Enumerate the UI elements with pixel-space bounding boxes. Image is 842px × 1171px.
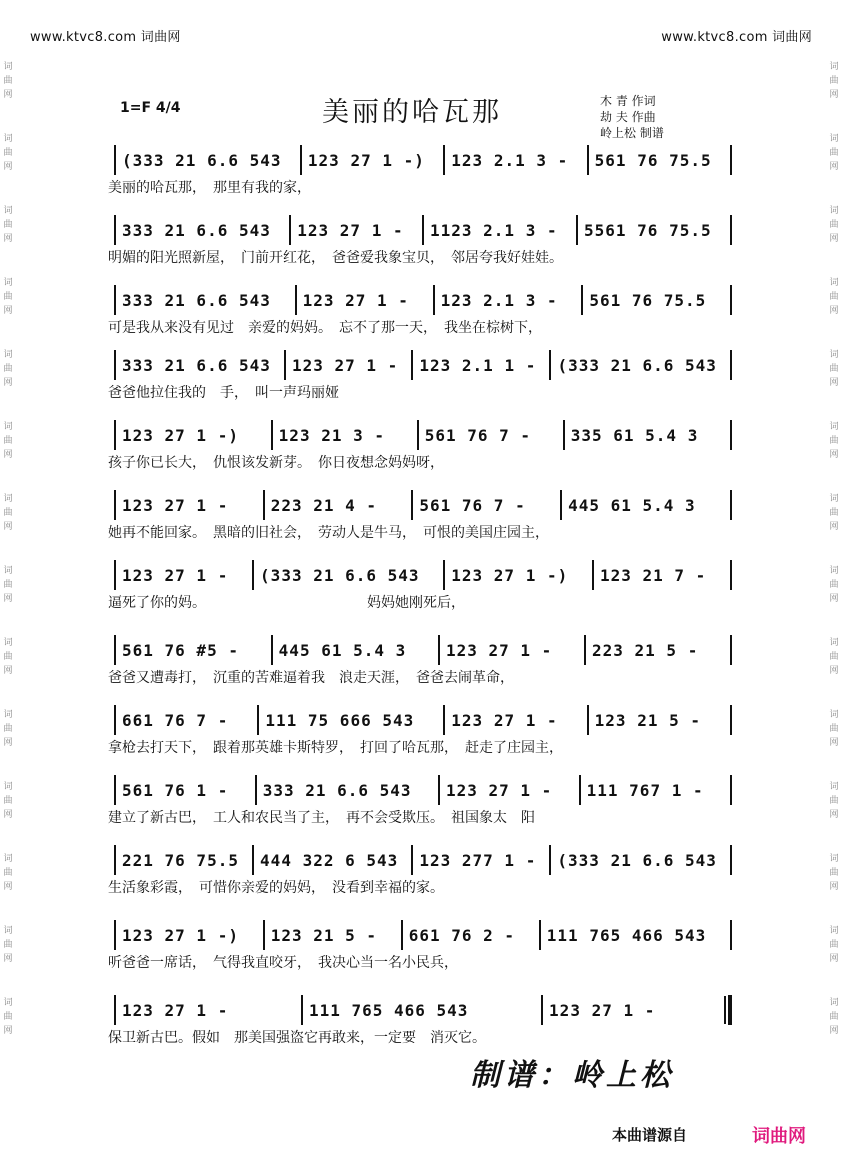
barline bbox=[592, 560, 594, 590]
side-watermark-text: 词曲网 bbox=[3, 998, 13, 1036]
measure: 123 21 7 - bbox=[599, 565, 707, 585]
barline bbox=[730, 705, 732, 735]
measure: 123 2.1 3 - bbox=[440, 290, 558, 310]
barline bbox=[401, 920, 403, 950]
score-line bbox=[108, 920, 738, 972]
measure: 123 27 1 - bbox=[122, 565, 229, 585]
measure: 445 61 5.4 3 bbox=[278, 640, 407, 660]
measure: 123 27 1 - bbox=[122, 495, 229, 515]
measure: 561 76 7 - bbox=[419, 495, 526, 515]
measure: 123 21 3 - bbox=[278, 425, 385, 445]
barline bbox=[301, 995, 303, 1025]
side-watermark-text: 词曲网 bbox=[829, 278, 839, 316]
source-label: 本曲谱源自 bbox=[612, 1126, 688, 1144]
barline bbox=[252, 845, 254, 875]
barline bbox=[730, 285, 732, 315]
credits bbox=[600, 93, 664, 141]
side-watermark-text: 词曲网 bbox=[829, 926, 839, 964]
barline bbox=[411, 490, 413, 520]
side-watermark-text: 词曲网 bbox=[3, 206, 13, 244]
source-brand: 词曲网 bbox=[752, 1126, 806, 1147]
notation-row bbox=[108, 285, 738, 315]
barline bbox=[549, 350, 551, 380]
side-watermark-left bbox=[2, 60, 14, 1171]
measure: 223 21 5 - bbox=[592, 640, 699, 660]
score-line bbox=[108, 705, 738, 757]
measure: 561 76 #5 - bbox=[122, 640, 239, 660]
barline bbox=[114, 920, 116, 950]
lyric-row: 美丽的哈瓦那， 那里有我的家， bbox=[108, 180, 311, 196]
barline bbox=[257, 705, 259, 735]
barline bbox=[549, 845, 551, 875]
barline bbox=[255, 775, 257, 805]
side-watermark-text: 词曲网 bbox=[3, 62, 13, 100]
score-line bbox=[108, 635, 738, 687]
barline bbox=[289, 215, 291, 245]
measure: 123 27 1 - bbox=[291, 355, 399, 375]
header-site-right: www.ktvc8.com 词曲网 bbox=[661, 30, 812, 45]
notation-row bbox=[108, 560, 738, 590]
notation-row bbox=[108, 635, 738, 665]
side-watermark-right bbox=[828, 60, 840, 1171]
barline bbox=[411, 350, 413, 380]
lyric-row: 生活象彩霞， 可惜你亲爱的妈妈， 没看到幸福的家。 bbox=[108, 880, 444, 896]
barline bbox=[422, 215, 424, 245]
notation-row bbox=[108, 490, 738, 520]
barline bbox=[728, 995, 732, 1025]
credit-transcriber: 岭上松 制谱 bbox=[600, 126, 664, 140]
measure: 123 27 1 - bbox=[297, 220, 404, 240]
barline bbox=[541, 995, 543, 1025]
side-watermark-text: 词曲网 bbox=[3, 926, 13, 964]
barline bbox=[252, 560, 254, 590]
barline bbox=[114, 995, 116, 1025]
barline bbox=[438, 635, 440, 665]
barline bbox=[560, 490, 562, 520]
barline bbox=[114, 845, 116, 875]
measure: 561 76 75.5 bbox=[589, 290, 707, 310]
measure: 111 767 1 - bbox=[586, 780, 704, 800]
barline bbox=[438, 775, 440, 805]
barline bbox=[730, 215, 732, 245]
lyric-row: 明媚的阳光照新屋， 门前开红花， 爸爸爱我象宝贝， 邻居夸我好娃娃。 bbox=[108, 250, 563, 266]
score-line bbox=[108, 145, 738, 197]
barline bbox=[271, 420, 273, 450]
barline bbox=[730, 845, 732, 875]
side-watermark-text: 词曲网 bbox=[829, 854, 839, 892]
notation-row bbox=[108, 420, 738, 450]
barline bbox=[433, 285, 435, 315]
barline bbox=[114, 635, 116, 665]
side-watermark-text: 词曲网 bbox=[829, 494, 839, 532]
barline bbox=[263, 920, 265, 950]
notation-row bbox=[108, 845, 738, 875]
measure: 123 21 5 - bbox=[270, 925, 378, 945]
measure: 123 27 1 -) bbox=[122, 425, 239, 445]
side-watermark-text: 词曲网 bbox=[829, 62, 839, 100]
credit-composer: 劫 夫 作曲 bbox=[600, 110, 656, 124]
side-watermark-text: 词曲网 bbox=[3, 278, 13, 316]
barline bbox=[539, 920, 541, 950]
barline bbox=[730, 775, 732, 805]
measure: (333 21 6.6 543 bbox=[557, 850, 717, 870]
barline bbox=[563, 420, 565, 450]
measure: 123 27 1 -) bbox=[122, 925, 239, 945]
score-line bbox=[108, 420, 738, 472]
notation-row bbox=[108, 995, 738, 1025]
side-watermark-text: 词曲网 bbox=[829, 638, 839, 676]
measure: 123 27 1 - bbox=[122, 1000, 229, 1020]
barline bbox=[263, 490, 265, 520]
measure: 123 27 1 - bbox=[445, 780, 553, 800]
score-line bbox=[108, 995, 738, 1047]
measure: (333 21 6.6 543 bbox=[122, 150, 282, 170]
notation-row bbox=[108, 920, 738, 950]
barline bbox=[730, 420, 732, 450]
barline bbox=[584, 635, 586, 665]
barline bbox=[443, 560, 445, 590]
measure: 333 21 6.6 543 bbox=[122, 220, 271, 240]
notation-row bbox=[108, 350, 738, 380]
barline bbox=[443, 705, 445, 735]
measure: 661 76 7 - bbox=[122, 710, 229, 730]
score-line bbox=[108, 490, 738, 542]
measure: 333 21 6.6 543 bbox=[122, 355, 271, 375]
measure: 661 76 2 - bbox=[408, 925, 516, 945]
side-watermark-text: 词曲网 bbox=[3, 350, 13, 388]
barline bbox=[114, 775, 116, 805]
lyric-row: 可是我从来没有见过 亲爱的妈妈。 忘不了那一天， 我坐在棕树下， bbox=[108, 320, 542, 336]
measure: 123 27 1 -) bbox=[451, 565, 569, 585]
measure: 221 76 75.5 bbox=[122, 850, 239, 870]
side-watermark-text: 词曲网 bbox=[3, 710, 13, 748]
notation-row bbox=[108, 145, 738, 175]
song-title: 美丽的哈瓦那 bbox=[322, 97, 502, 128]
side-watermark-text: 词曲网 bbox=[829, 422, 839, 460]
barline bbox=[417, 420, 419, 450]
barline bbox=[114, 490, 116, 520]
side-watermark-text: 词曲网 bbox=[3, 134, 13, 172]
side-watermark-text: 词曲网 bbox=[829, 566, 839, 604]
side-watermark-text: 词曲网 bbox=[3, 854, 13, 892]
measure: 444 322 6 543 bbox=[260, 850, 399, 870]
barline bbox=[730, 920, 732, 950]
barline bbox=[730, 490, 732, 520]
notation-row bbox=[108, 705, 738, 735]
barline bbox=[114, 215, 116, 245]
barline bbox=[730, 635, 732, 665]
lyric-row: 保卫新古巴。假如 那美国强盗它再敢来，一定要 消灭它。 bbox=[108, 1030, 486, 1046]
credit-lyricist: 木 青 作词 bbox=[600, 94, 656, 108]
side-watermark-text: 词曲网 bbox=[3, 566, 13, 604]
lyric-row: 爸爸又遭毒打， 沉重的苦难逼着我 浪走天涯， 爸爸去闹革命， bbox=[108, 670, 514, 686]
side-watermark-text: 词曲网 bbox=[3, 638, 13, 676]
measure: 123 2.1 1 - bbox=[419, 355, 537, 375]
measure: 445 61 5.4 3 bbox=[568, 495, 696, 515]
side-watermark-text: 词曲网 bbox=[3, 494, 13, 532]
lyric-row: 逼死了你的妈。 妈妈她刚死后， bbox=[108, 595, 465, 611]
measure: 111 765 466 543 bbox=[308, 1000, 469, 1020]
barline bbox=[730, 560, 732, 590]
notation-row bbox=[108, 215, 738, 245]
barline bbox=[587, 145, 589, 175]
barline bbox=[576, 215, 578, 245]
barline bbox=[114, 705, 116, 735]
measure: 123 27 1 -) bbox=[307, 150, 425, 170]
side-watermark-text: 词曲网 bbox=[3, 782, 13, 820]
barline bbox=[730, 350, 732, 380]
measure: 561 76 75.5 bbox=[594, 150, 712, 170]
score-line bbox=[108, 845, 738, 897]
side-watermark-text: 词曲网 bbox=[829, 350, 839, 388]
side-watermark-text: 词曲网 bbox=[829, 206, 839, 244]
header-site-left: www.ktvc8.com 词曲网 bbox=[30, 30, 181, 45]
measure: 335 61 5.4 3 bbox=[570, 425, 699, 445]
measure: 123 21 5 - bbox=[594, 710, 701, 730]
barline bbox=[581, 285, 583, 315]
barline bbox=[300, 145, 302, 175]
side-watermark-text: 词曲网 bbox=[3, 422, 13, 460]
barline bbox=[114, 145, 116, 175]
lyric-row: 听爸爸一席话， 气得我直咬牙， 我决心当一名小民兵， bbox=[108, 955, 458, 971]
measure: 5561 76 75.5 bbox=[584, 220, 712, 240]
measure: 561 76 1 - bbox=[122, 780, 229, 800]
measure: 123 27 1 - bbox=[451, 710, 558, 730]
measure: 123 2.1 3 - bbox=[451, 150, 569, 170]
lyric-row: 她再不能回家。 黑暗的旧社会， 劳动人是牛马， 可恨的美国庄园主， bbox=[108, 525, 549, 541]
side-watermark-text: 词曲网 bbox=[829, 782, 839, 820]
lyric-row: 拿枪去打天下， 跟着那英雄卡斯特罗， 打回了哈瓦那， 赶走了庄园主， bbox=[108, 740, 563, 756]
barline bbox=[114, 420, 116, 450]
measure: 123 27 1 - bbox=[302, 290, 409, 310]
barline bbox=[411, 845, 413, 875]
key-signature: 1=F 4/4 bbox=[120, 100, 181, 116]
measure: 333 21 6.6 543 bbox=[262, 780, 412, 800]
side-watermark-text: 词曲网 bbox=[829, 134, 839, 172]
barline bbox=[443, 145, 445, 175]
side-watermark-text: 词曲网 bbox=[829, 710, 839, 748]
barline bbox=[114, 350, 116, 380]
side-watermark-text: 词曲网 bbox=[829, 998, 839, 1036]
barline bbox=[730, 145, 732, 175]
barline bbox=[579, 775, 581, 805]
signature-stamp: 制谱：岭上松 bbox=[470, 1058, 674, 1093]
barline bbox=[271, 635, 273, 665]
measure: 111 75 666 543 bbox=[265, 710, 415, 730]
measure: 123 277 1 - bbox=[419, 850, 537, 870]
score-line bbox=[108, 215, 738, 267]
barline bbox=[587, 705, 589, 735]
measure: (333 21 6.6 543 bbox=[557, 355, 717, 375]
score-line bbox=[108, 285, 738, 337]
lyric-row: 爸爸他拉住我的 手， 叫一声玛丽娅 bbox=[108, 385, 339, 401]
barline bbox=[114, 560, 116, 590]
score-line bbox=[108, 775, 738, 827]
score-line bbox=[108, 350, 738, 402]
measure: (333 21 6.6 543 bbox=[260, 565, 420, 585]
measure: 561 76 7 - bbox=[424, 425, 532, 445]
measure: 223 21 4 - bbox=[270, 495, 378, 515]
measure: 111 765 466 543 bbox=[546, 925, 707, 945]
measure: 333 21 6.6 543 bbox=[122, 290, 271, 310]
barline bbox=[114, 285, 116, 315]
measure: 1123 2.1 3 - bbox=[430, 220, 558, 240]
score-line bbox=[108, 560, 738, 612]
barline bbox=[295, 285, 297, 315]
measure: 123 27 1 - bbox=[549, 1000, 656, 1020]
notation-row bbox=[108, 775, 738, 805]
lyric-row: 孩子你已长大， 仇恨该发新芽。 你日夜想念妈妈呀， bbox=[108, 455, 444, 471]
lyric-row: 建立了新古巴， 工人和农民当了主， 再不会受欺压。 祖国象太 阳 bbox=[108, 810, 535, 826]
measure: 123 27 1 - bbox=[445, 640, 553, 660]
barline bbox=[284, 350, 286, 380]
